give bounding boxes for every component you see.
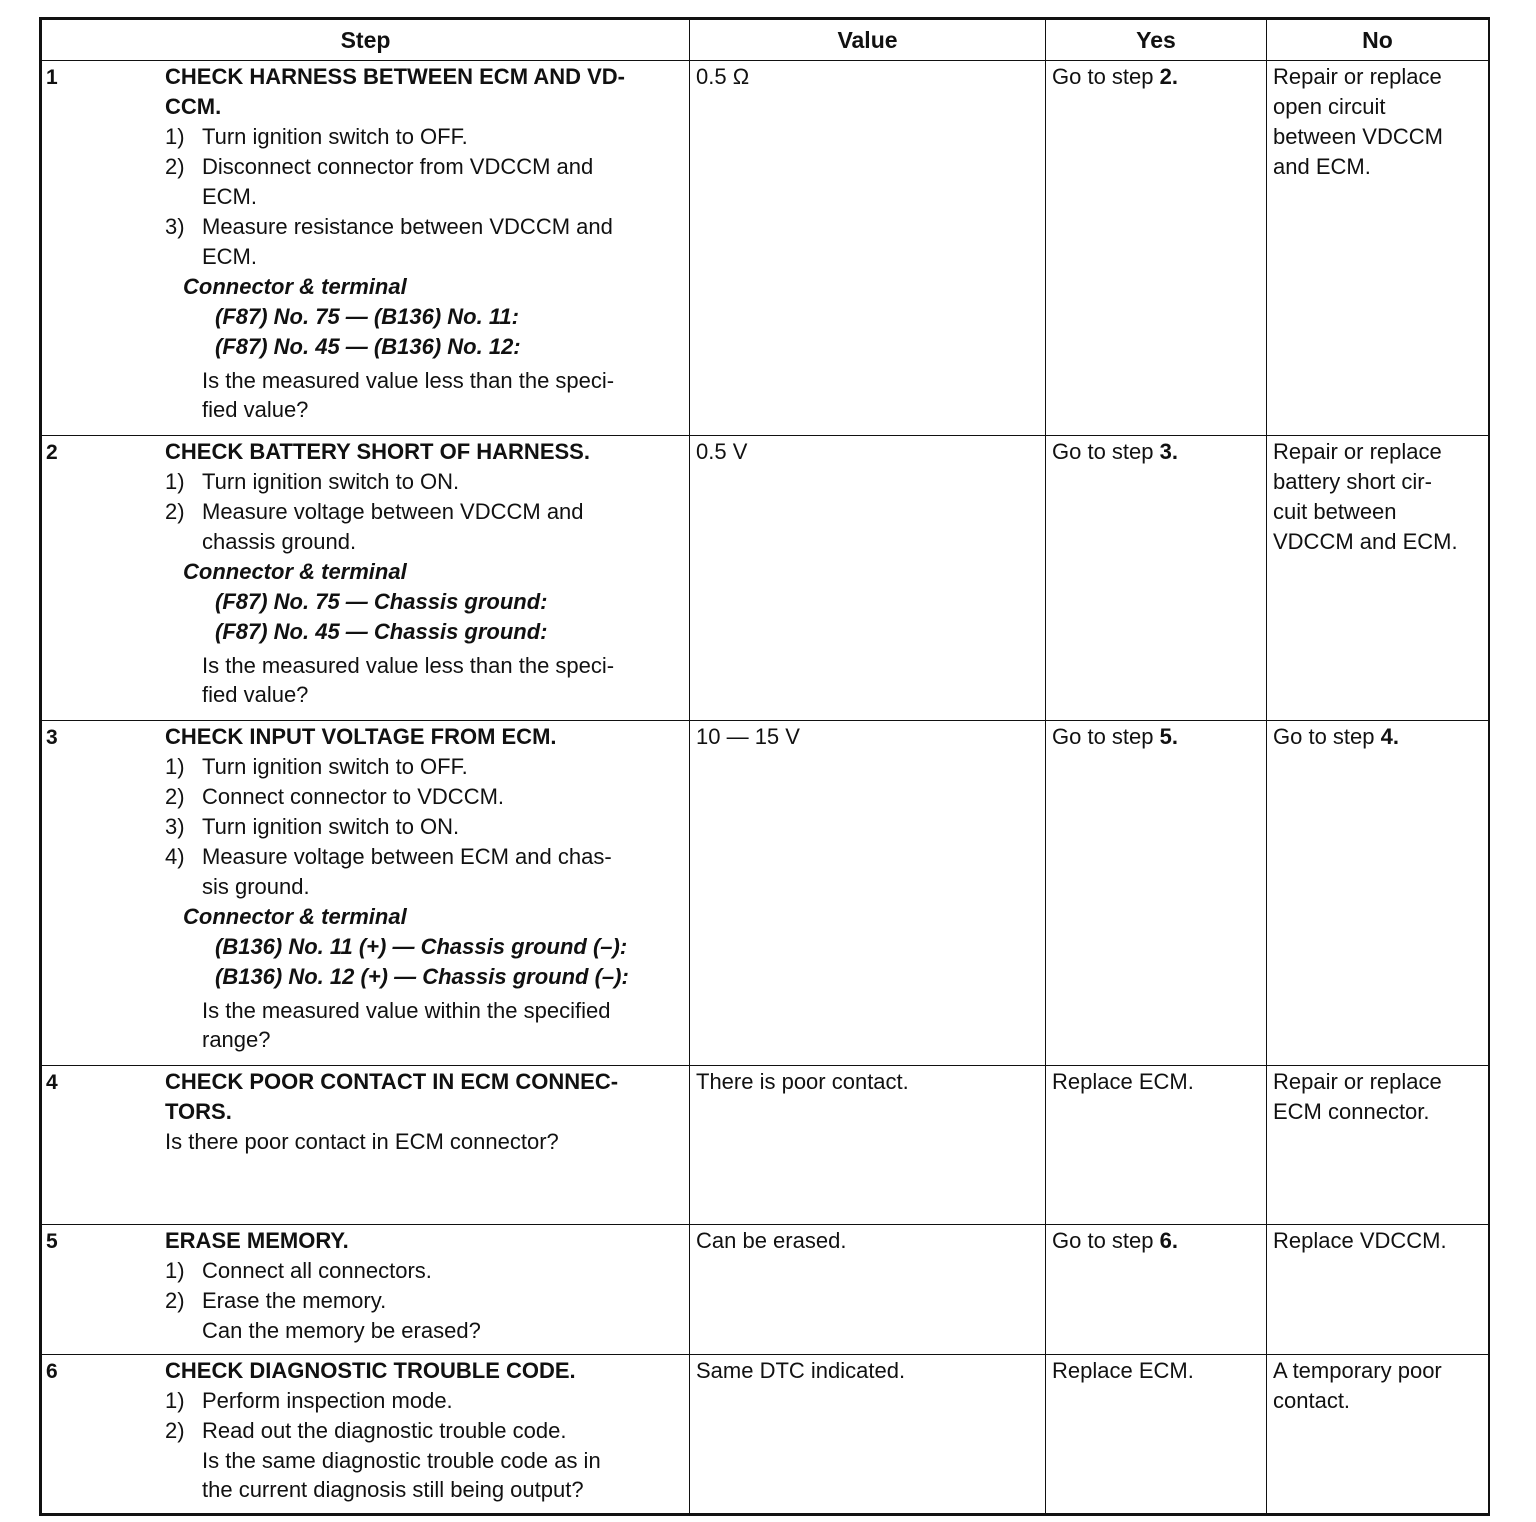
step-heading: CHECK BATTERY SHORT OF HARNESS. xyxy=(165,439,590,464)
value-cell: Can be erased. xyxy=(690,1225,1046,1355)
step-question: Can the memory be erased? xyxy=(202,1318,481,1343)
diagnostic-table-container xyxy=(39,17,1490,1516)
procedure-item: 3) Measure resistance between VDCCM and ECM. xyxy=(165,214,613,269)
procedure-item: 2) Read out the diagnostic trouble code. xyxy=(165,1418,567,1443)
no-cell: Repair or replace open circuit between VDCCM and ECM. xyxy=(1267,61,1489,436)
table-row xyxy=(42,1066,1489,1225)
procedure-item: 1) Turn ignition switch to OFF. xyxy=(165,754,468,779)
connector-title: Connector & terminal xyxy=(183,904,407,929)
connector-title: Connector & terminal xyxy=(183,274,407,299)
step-number: 4 xyxy=(46,1071,58,1094)
table-row xyxy=(42,436,1489,721)
yes-cell: Replace ECM. xyxy=(1046,1355,1267,1514)
step-cell xyxy=(42,1225,690,1355)
connector-terminal: (B136) No. 12 (+) — Chassis ground (–): xyxy=(215,964,629,989)
step-number: 2 xyxy=(46,441,58,464)
value-cell: 0.5 V xyxy=(690,436,1046,721)
yes-cell: Go to step 2. xyxy=(1046,61,1267,436)
connector-terminal: (F87) No. 75 — (B136) No. 11: xyxy=(215,304,519,329)
yes-cell: Replace ECM. xyxy=(1046,1066,1267,1225)
step-number: 1 xyxy=(46,66,58,89)
no-cell: Repair or replace battery short cir- cuit between VDCCM and ECM. xyxy=(1267,436,1489,721)
step-question: Is there poor contact in ECM connector? xyxy=(165,1129,559,1154)
yes-cell: Go to step 6. xyxy=(1046,1225,1267,1355)
header-yes: Yes xyxy=(1046,20,1267,61)
procedure-item: 2) Erase the memory. xyxy=(165,1288,387,1313)
table-row xyxy=(42,721,1489,1066)
step-cell xyxy=(42,1066,690,1225)
procedure-item: 3) Turn ignition switch to ON. xyxy=(165,814,460,839)
header-value: Value xyxy=(690,20,1046,61)
step-heading: CHECK INPUT VOLTAGE FROM ECM. xyxy=(165,724,557,749)
step-question: Is the same diagnostic trouble code as in the current diagnosis still being output? xyxy=(202,1448,601,1502)
yes-cell: Go to step 5. xyxy=(1046,721,1267,1066)
step-question: Is the measured value less than the speci- fied value? xyxy=(202,653,615,707)
procedure-item: 2) Disconnect connector from VDCCM and ECM. xyxy=(165,154,594,209)
step-question: Is the measured value within the specified range? xyxy=(202,998,611,1052)
step-cell xyxy=(42,1355,690,1514)
procedure-item: 2) Connect connector to VDCCM. xyxy=(165,784,505,809)
step-cell xyxy=(42,61,690,436)
no-cell: Go to step 4. xyxy=(1267,721,1489,1066)
step-heading: CHECK DIAGNOSTIC TROUBLE CODE. xyxy=(165,1358,576,1383)
header-step: Step xyxy=(42,20,690,61)
procedure-item: 4) Measure voltage between ECM and chas- sis ground. xyxy=(165,844,612,899)
header-no: No xyxy=(1267,20,1489,61)
procedure-item: 1) Turn ignition switch to ON. xyxy=(165,469,460,494)
step-cell xyxy=(42,436,690,721)
no-cell: Replace VDCCM. xyxy=(1267,1225,1489,1355)
step-number: 5 xyxy=(46,1230,58,1253)
step-heading: CHECK HARNESS BETWEEN ECM AND VD- CCM. xyxy=(165,64,625,119)
connector-title: Connector & terminal xyxy=(183,559,407,584)
table-row xyxy=(42,61,1489,436)
step-question: Is the measured value less than the speci- fied value? xyxy=(202,368,615,422)
value-cell: There is poor contact. xyxy=(690,1066,1046,1225)
table-row xyxy=(42,1355,1489,1514)
value-cell: 10 — 15 V xyxy=(690,721,1046,1066)
yes-cell: Go to step 3. xyxy=(1046,436,1267,721)
step-heading: ERASE MEMORY. xyxy=(165,1228,349,1253)
procedure-item: 1) Perform inspection mode. xyxy=(165,1388,453,1413)
no-cell: A temporary poor contact. xyxy=(1267,1355,1489,1514)
diagnostic-table xyxy=(41,19,1489,1514)
connector-terminal: (F87) No. 45 — Chassis ground: xyxy=(215,619,548,644)
value-cell: 0.5 Ω xyxy=(690,61,1046,436)
procedure-item: 2) Measure voltage between VDCCM and chassis ground. xyxy=(165,499,584,554)
connector-terminal: (B136) No. 11 (+) — Chassis ground (–): xyxy=(215,934,628,959)
connector-terminal: (F87) No. 75 — Chassis ground: xyxy=(215,589,548,614)
connector-terminal: (F87) No. 45 — (B136) No. 12: xyxy=(215,334,521,359)
procedure-item: 1) Connect all connectors. xyxy=(165,1258,432,1283)
procedure-item: 1) Turn ignition switch to OFF. xyxy=(165,124,468,149)
table-row xyxy=(42,1225,1489,1355)
value-cell: Same DTC indicated. xyxy=(690,1355,1046,1514)
header-row xyxy=(42,20,1489,61)
step-number: 3 xyxy=(46,726,58,749)
step-number: 6 xyxy=(46,1360,58,1383)
no-cell: Repair or replace ECM connector. xyxy=(1267,1066,1489,1225)
step-heading: CHECK POOR CONTACT IN ECM CONNEC- TORS. xyxy=(165,1069,619,1124)
step-cell xyxy=(42,721,690,1066)
